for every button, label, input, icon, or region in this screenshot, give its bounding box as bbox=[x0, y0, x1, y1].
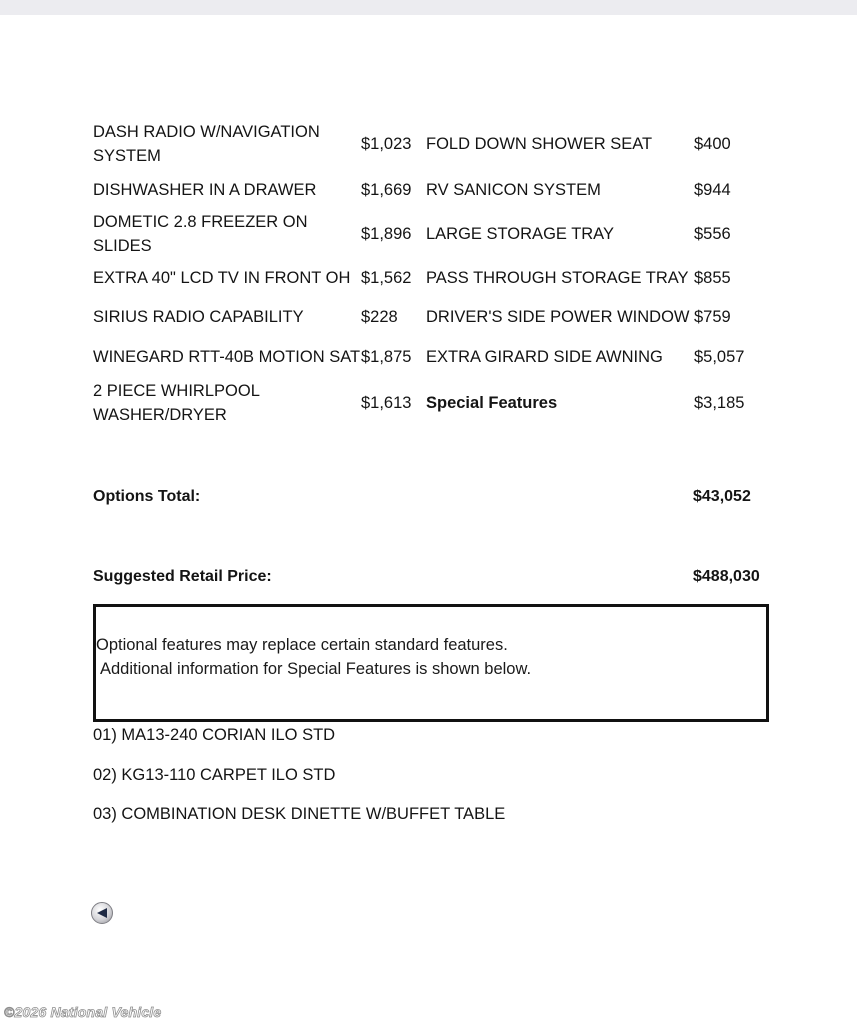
option-name: DOMETIC 2.8 FREEZER ON SLIDES bbox=[93, 212, 308, 255]
option-name: LARGE STORAGE TRAY bbox=[426, 224, 614, 243]
option-price: $556 bbox=[694, 224, 731, 243]
note-line-1: Optional features may replace certain standard features. bbox=[96, 636, 508, 654]
retail-price-value: $488,030 bbox=[693, 568, 760, 585]
back-button[interactable] bbox=[91, 902, 113, 924]
special-feature-item: 02) KG13-110 CARPET ILO STD bbox=[93, 766, 336, 784]
note-line-2: Additional information for Special Features is shown below. bbox=[100, 660, 532, 678]
option-price: $1,613 bbox=[361, 393, 412, 412]
table-row bbox=[93, 258, 773, 298]
special-feature-item: 03) COMBINATION DESK DINETTE W/BUFFET TABLE bbox=[93, 805, 506, 823]
note-box bbox=[93, 604, 769, 722]
option-price: $1,875 bbox=[361, 347, 412, 366]
option-price: $855 bbox=[694, 268, 731, 287]
option-price: $759 bbox=[694, 308, 731, 327]
option-name: RV SANICON SYSTEM bbox=[426, 180, 601, 199]
option-name: EXTRA GIRARD SIDE AWNING bbox=[426, 347, 663, 366]
top-bar bbox=[0, 0, 857, 15]
option-price: $400 bbox=[694, 135, 731, 153]
option-name: WINEGARD RTT-40B MOTION SAT bbox=[93, 347, 361, 366]
option-name: DRIVER'S SIDE POWER WINDOW bbox=[426, 308, 690, 327]
special-feature-item: 01) MA13-240 CORIAN ILO STD bbox=[93, 726, 336, 744]
special-features-label: Special Features bbox=[426, 393, 558, 412]
option-price: $1,896 bbox=[361, 224, 412, 243]
table-row bbox=[93, 377, 773, 429]
table-row bbox=[93, 118, 773, 170]
option-name: SIRIUS RADIO CAPABILITY bbox=[93, 308, 304, 327]
option-price: $944 bbox=[694, 180, 731, 199]
retail-price-label: Suggested Retail Price: bbox=[93, 568, 272, 585]
option-name: DASH RADIO W/NAVIGATION SYSTEM bbox=[93, 123, 320, 165]
arrow-left-icon bbox=[96, 907, 108, 919]
options-total-label: Options Total: bbox=[93, 488, 201, 505]
watermark: ©2026 National Vehicle bbox=[4, 1004, 162, 1020]
option-price: $1,669 bbox=[361, 180, 412, 199]
option-price: $5,057 bbox=[694, 347, 745, 366]
option-price: $1,023 bbox=[361, 135, 412, 153]
option-name: 2 PIECE WHIRLPOOL WASHER/DRYER bbox=[93, 381, 260, 424]
option-price: $228 bbox=[361, 308, 398, 327]
table-row bbox=[93, 210, 773, 258]
options-total-value: $43,052 bbox=[693, 488, 751, 505]
option-name: PASS THROUGH STORAGE TRAY bbox=[426, 268, 689, 287]
options-table bbox=[93, 118, 773, 429]
table-row bbox=[93, 170, 773, 210]
option-name: DISHWASHER IN A DRAWER bbox=[93, 180, 317, 199]
table-row bbox=[93, 297, 773, 337]
option-name: EXTRA 40" LCD TV IN FRONT OH bbox=[93, 268, 351, 287]
option-price: $1,562 bbox=[361, 268, 412, 287]
option-name: FOLD DOWN SHOWER SEAT bbox=[426, 135, 653, 153]
table-row bbox=[93, 337, 773, 377]
option-price: $3,185 bbox=[694, 393, 745, 412]
